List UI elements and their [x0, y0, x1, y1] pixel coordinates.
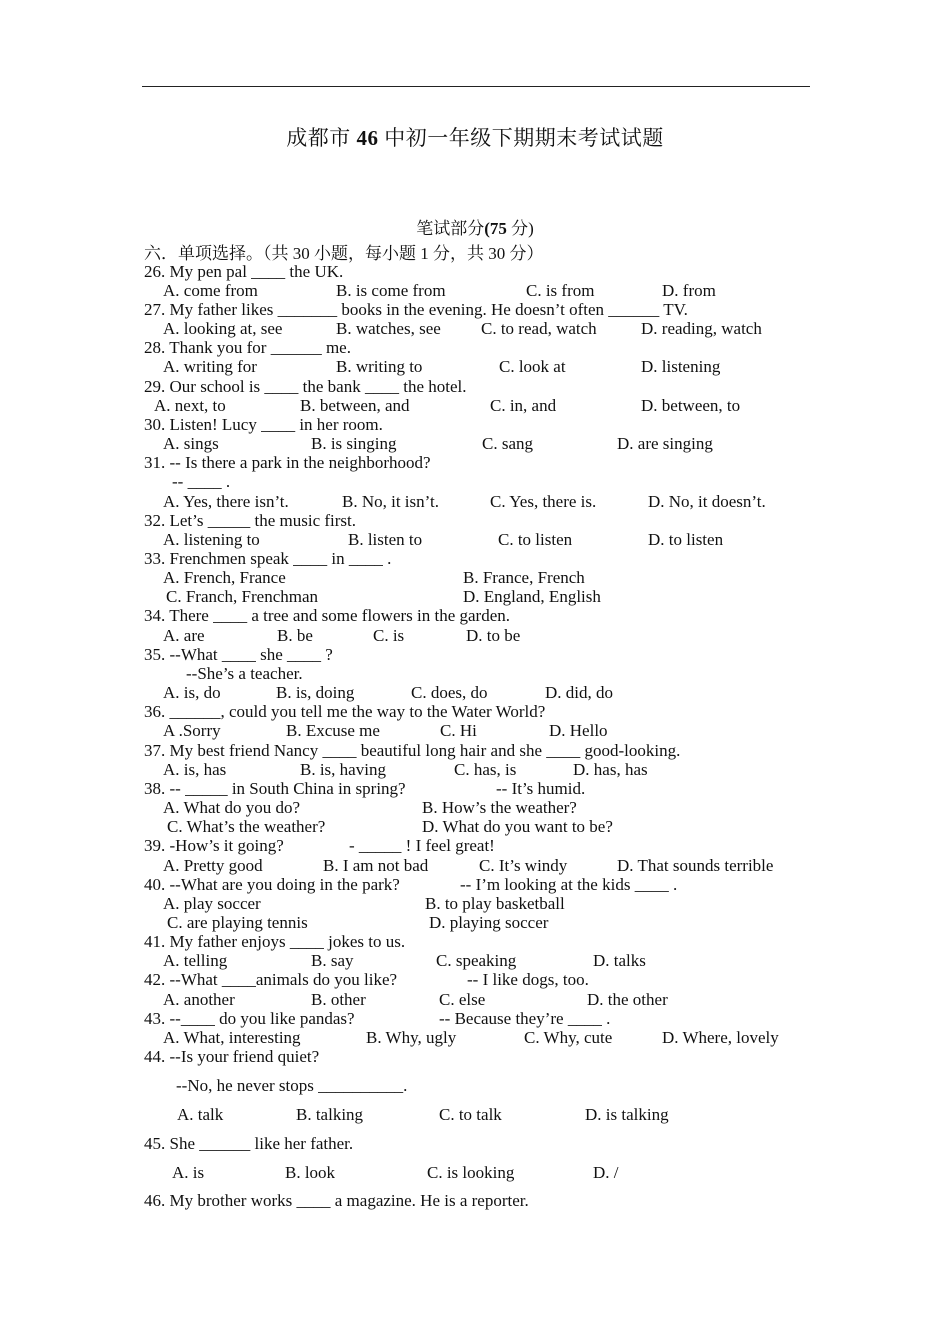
- option: D. the other: [587, 990, 668, 1009]
- option: D. England, English: [463, 587, 601, 606]
- question-stem: 45. She ______ like her father.: [144, 1134, 354, 1153]
- option: B. to play basketball: [425, 894, 565, 913]
- question-stem: 38. -- _____ in South China in spring?: [144, 779, 406, 798]
- option: A. listening to: [163, 530, 260, 549]
- option: B. How’s the weather?: [422, 798, 577, 817]
- question-stem: 27. My father likes _______ books in the evening. He doesn’t often ______ TV.: [144, 300, 688, 319]
- option: C. Hi: [440, 721, 477, 740]
- option: D. between, to: [641, 396, 741, 415]
- option: D. are singing: [617, 434, 713, 453]
- instruction: 六．单项选择。（共 30 小题，每小题 1 分，共 30 分）: [144, 244, 544, 263]
- question-stem: 41. My father enjoys ____ jokes to us.: [144, 932, 406, 951]
- option: C. Why, cute: [524, 1028, 613, 1047]
- question-stem: 42. --What ____animals do you like?: [144, 970, 398, 989]
- option: C. to talk: [439, 1105, 502, 1124]
- option: C. It’s windy: [479, 856, 568, 875]
- option: D. reading, watch: [641, 319, 762, 338]
- option: B. look: [285, 1163, 336, 1182]
- question-stem: 31. -- Is there a park in the neighborhood?: [144, 453, 431, 472]
- option: B. is, having: [300, 760, 386, 779]
- option: B. watches, see: [336, 319, 441, 338]
- option: D. That sounds terrible: [617, 856, 774, 875]
- question-stem: 46. My brother works ____ a magazine. He is a reporter.: [144, 1191, 529, 1210]
- option: C. to read, watch: [481, 319, 597, 338]
- question-stem: 36. ______, could you tell me the way to the Water World?: [144, 702, 546, 721]
- question-stem: 26. My pen pal ____ the UK.: [144, 262, 344, 281]
- question-stem: 34. There ____ a tree and some flowers in the garden.: [144, 606, 511, 625]
- question-stem: 30. Listen! Lucy ____ in her room.: [144, 415, 383, 434]
- option: A. What, interesting: [163, 1028, 301, 1047]
- option: B. France, French: [463, 568, 585, 587]
- option: A. another: [163, 990, 235, 1009]
- option: B. say: [311, 951, 354, 970]
- question-stem: 39. -How’s it going?: [144, 836, 284, 855]
- question-stem: 28. Thank you for ______ me.: [144, 338, 351, 357]
- option: B. is, doing: [276, 683, 355, 702]
- option: A. French, France: [163, 568, 286, 587]
- question-stem: 33. Frenchmen speak ____ in ____ .: [144, 549, 392, 568]
- option: B. be: [277, 626, 313, 645]
- option: C. to listen: [498, 530, 573, 549]
- option: A. sings: [163, 434, 219, 453]
- option: A. is, has: [163, 760, 227, 779]
- option: B. talking: [296, 1105, 364, 1124]
- option: A. come from: [163, 281, 258, 300]
- option: D. did, do: [545, 683, 613, 702]
- question-stem: 44. --Is your friend quiet?: [144, 1047, 320, 1066]
- option: C. is from: [526, 281, 595, 300]
- option: D. Hello: [549, 721, 608, 740]
- section-heading: 笔试部分(75 分): [416, 219, 534, 238]
- option: A. are: [163, 626, 205, 645]
- option: D. to be: [466, 626, 521, 645]
- option: A. Pretty good: [163, 856, 263, 875]
- option: D. What do you want to be?: [422, 817, 613, 836]
- page-title: 成都市 46 中初一年级下期期末考试试题: [286, 126, 664, 150]
- option: C. has, is: [454, 760, 517, 779]
- option: B. is singing: [311, 434, 397, 453]
- option: C. in, and: [490, 396, 557, 415]
- header-rule: [142, 86, 810, 87]
- option: A. Yes, there isn’t.: [163, 492, 289, 511]
- option: B. other: [311, 990, 366, 1009]
- option: B. Why, ugly: [366, 1028, 457, 1047]
- option: A. What do you do?: [163, 798, 301, 817]
- question-stem-line2: -- ____ .: [172, 472, 231, 491]
- question-stem-line2: --No, he never stops __________.: [176, 1076, 408, 1095]
- question-stem: 35. --What ____ she ____ ?: [144, 645, 333, 664]
- option: D. No, it doesn’t.: [648, 492, 766, 511]
- option: D. from: [662, 281, 716, 300]
- question-answer-line: -- I like dogs, too.: [467, 970, 589, 989]
- option: D. Where, lovely: [662, 1028, 779, 1047]
- option: C. are playing tennis: [167, 913, 308, 932]
- option: A. writing for: [163, 357, 257, 376]
- option: A. looking at, see: [163, 319, 283, 338]
- option: B. Excuse me: [286, 721, 380, 740]
- option: D. talks: [593, 951, 646, 970]
- option: D. is talking: [585, 1105, 669, 1124]
- option: C. Franch, Frenchman: [166, 587, 319, 606]
- option: A. next, to: [154, 396, 226, 415]
- option: C. is: [373, 626, 405, 645]
- option: A. is: [172, 1163, 205, 1182]
- option: B. writing to: [336, 357, 423, 376]
- question-stem-line2: --She’s a teacher.: [186, 664, 303, 683]
- question-stem: 37. My best friend Nancy ____ beautiful long hair and she ____ good-looking.: [144, 741, 681, 760]
- question-answer-line: -- It’s humid.: [496, 779, 586, 798]
- option: C. is looking: [427, 1163, 515, 1182]
- option: B. No, it isn’t.: [342, 492, 439, 511]
- option: C. look at: [499, 357, 566, 376]
- option: C. Yes, there is.: [490, 492, 597, 511]
- option: C. What’s the weather?: [167, 817, 326, 836]
- option: D. /: [593, 1163, 619, 1182]
- question-stem: 32. Let’s _____ the music first.: [144, 511, 357, 530]
- option: A .Sorry: [163, 721, 221, 740]
- option: D. playing soccer: [429, 913, 549, 932]
- option: C. else: [439, 990, 486, 1009]
- option: A. telling: [163, 951, 228, 970]
- question-answer-line: -- Because they’re ____ .: [439, 1009, 611, 1028]
- option: A. play soccer: [163, 894, 261, 913]
- option: C. speaking: [436, 951, 517, 970]
- question-stem: 43. --____ do you like pandas?: [144, 1009, 355, 1028]
- option: B. between, and: [300, 396, 410, 415]
- question-answer-line: -- I’m looking at the kids ____ .: [460, 875, 678, 894]
- option: D. listening: [641, 357, 721, 376]
- question-stem: 40. --What are you doing in the park?: [144, 875, 400, 894]
- option: A. talk: [177, 1105, 224, 1124]
- option: A. is, do: [163, 683, 221, 702]
- question-answer-line: - _____ ! I feel great!: [349, 836, 495, 855]
- option: B. I am not bad: [323, 856, 429, 875]
- question-stem: 29. Our school is ____ the bank ____ the hotel.: [144, 377, 467, 396]
- option: C. sang: [482, 434, 533, 453]
- option: D. has, has: [573, 760, 648, 779]
- option: B. is come from: [336, 281, 446, 300]
- option: B. listen to: [348, 530, 423, 549]
- option: C. does, do: [411, 683, 488, 702]
- option: D. to listen: [648, 530, 724, 549]
